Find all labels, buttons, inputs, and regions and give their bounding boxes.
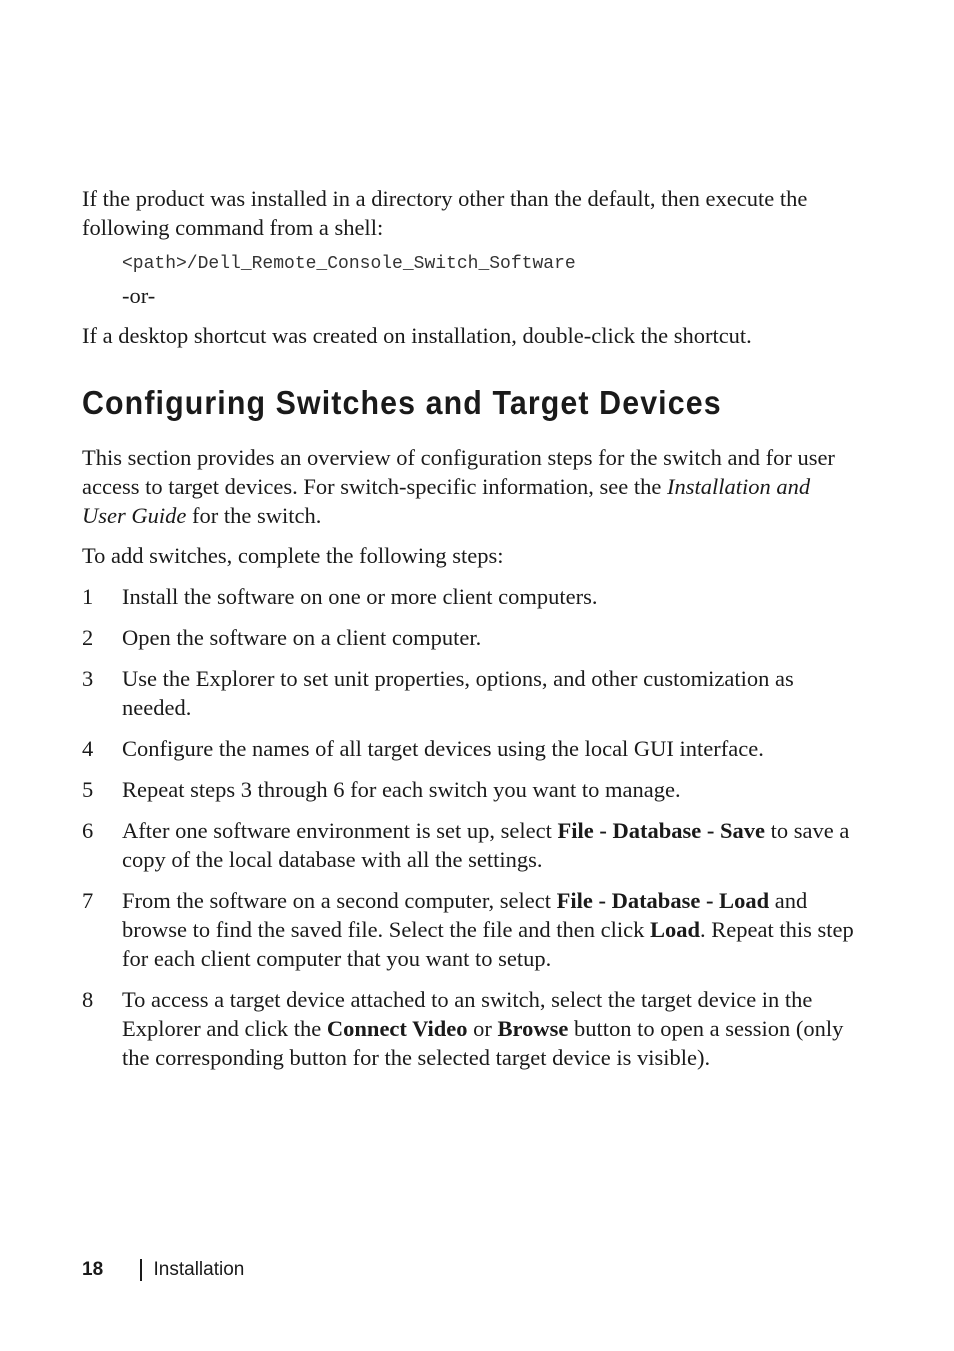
load-label: Load	[649, 917, 700, 942]
step-text: Configure the names of all target devices using the local GUI interface.	[122, 736, 764, 761]
step-text: Repeat steps 3 through 6 for each switch you want to manage.	[122, 777, 681, 802]
command-line: <path>/Dell_Remote_Console_Switch_Software	[122, 254, 576, 274]
step-number: 5	[82, 777, 94, 802]
step-7	[82, 886, 857, 973]
step-2	[82, 623, 857, 652]
step-5	[82, 775, 857, 804]
step-text: After one software environment is set up, select	[122, 818, 558, 843]
step-text: and browse to find the saved file. Select the file and then click	[122, 888, 808, 942]
step-1	[82, 582, 857, 611]
section-heading: Configuring Switches and Target Devices	[82, 384, 722, 421]
step-text: button to open a session (only the corresponding button for the selected target device is visible).	[122, 1016, 844, 1070]
step-text: . Repeat this step for each client computer that you want to setup.	[122, 917, 854, 971]
overview-text-a: This section provides an overview of configuration steps for the switch and for user access to target devices. For switch-specific information, see the	[82, 445, 835, 499]
or-separator: -or-	[122, 283, 156, 308]
menu-path-load: File - Database - Load	[556, 888, 770, 913]
steps-intro: To add switches, complete the following steps:	[82, 543, 504, 568]
page-number: 18	[82, 1259, 104, 1280]
section-overview	[82, 443, 857, 530]
guide-title: Installation and User Guide	[82, 474, 811, 528]
page-body	[82, 184, 857, 1084]
chapter-name: Installation	[153, 1259, 245, 1280]
step-number: 4	[82, 736, 94, 761]
step-number: 1	[82, 584, 94, 609]
step-number: 7	[82, 888, 94, 913]
browse-label: Browse	[497, 1016, 569, 1041]
menu-path-save: File - Database - Save	[557, 818, 765, 843]
step-number: 3	[82, 666, 94, 691]
step-text: To access a target device attached to an switch, select the target device in the Explorer and click the	[122, 987, 813, 1041]
step-text: Open the software on a client computer.	[122, 625, 482, 650]
step-number: 8	[82, 987, 94, 1012]
step-4	[82, 734, 857, 763]
step-6	[82, 816, 857, 874]
step-number: 2	[82, 625, 94, 650]
step-3	[82, 664, 857, 722]
overview-text-b: for the switch.	[186, 503, 322, 528]
step-text: or	[467, 1016, 498, 1041]
step-text: Install the software on one or more client computers.	[122, 584, 598, 609]
connect-video-label: Connect Video	[326, 1016, 468, 1041]
step-8	[82, 985, 857, 1072]
steps-list	[82, 582, 857, 1072]
install-directory-text: If the product was installed in a directory other than the default, then execute the following command from a shell:	[82, 186, 808, 240]
step-text: From the software on a second computer, select	[122, 888, 557, 913]
step-number: 6	[82, 818, 94, 843]
page-footer	[82, 1258, 244, 1282]
step-text: Use the Explorer to set unit properties, options, and other customization as needed.	[122, 666, 794, 720]
footer-divider	[140, 1259, 142, 1281]
shortcut-text: If a desktop shortcut was created on installation, double-click the shortcut.	[82, 323, 752, 348]
step-text: to save a copy of the local database with all the settings.	[122, 818, 850, 872]
